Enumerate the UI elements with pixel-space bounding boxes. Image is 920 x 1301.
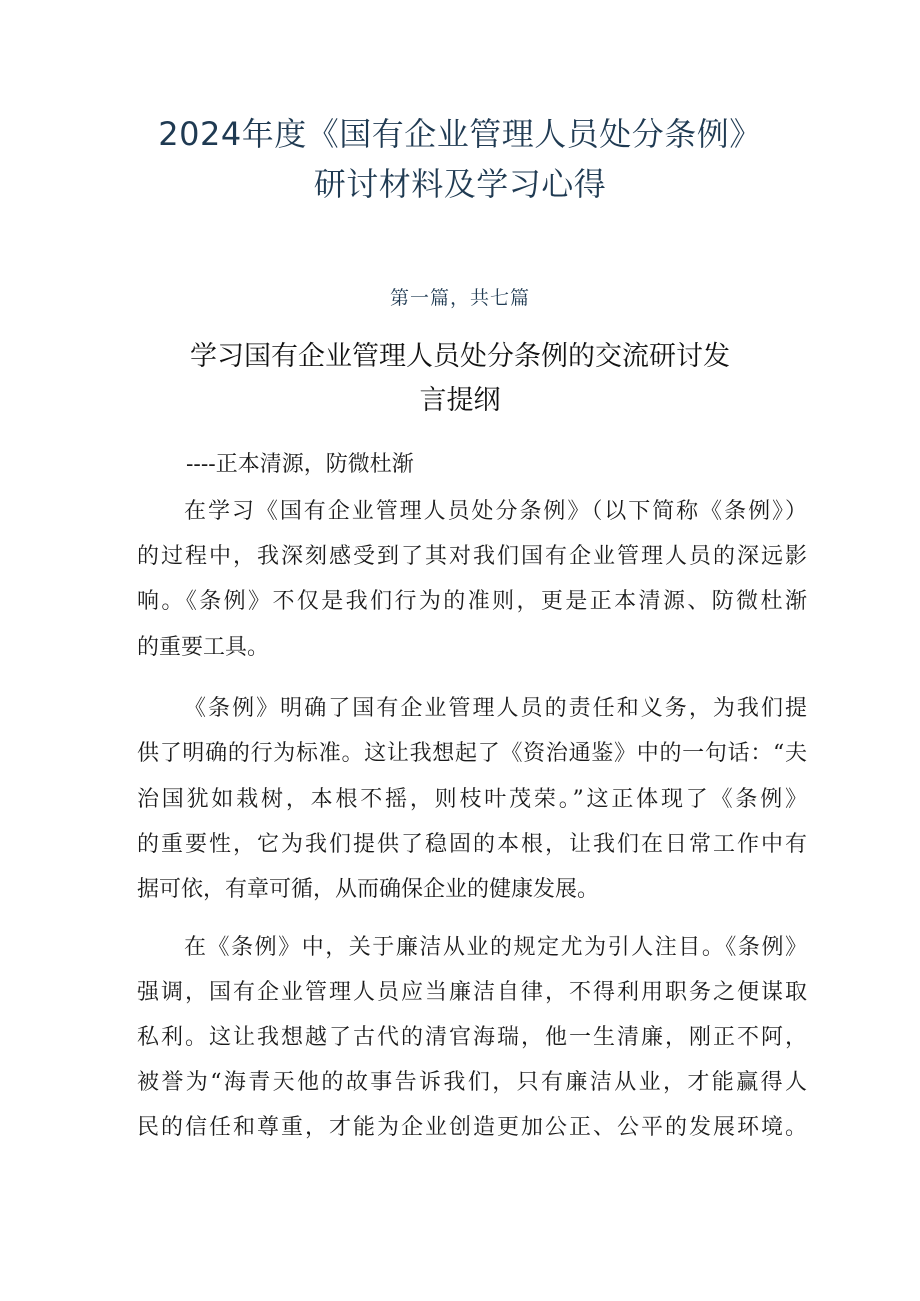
paragraph-3-line-4: 被誉为“海青天他的故事告诉我们，只有廉洁从业，才能赢得人 (137, 1070, 807, 1095)
tagline: ----正本清源，防微杜渐 (186, 452, 414, 477)
paragraph-2-line-5: 据可依，有章可循，从而确保企业的健康发展。 (137, 877, 600, 902)
paragraph-3-line-5: 民的信任和尊重，才能为企业创造更加公正、公平的发展环境。 (137, 1115, 807, 1140)
document-title-line-1: 2024年度《国有企业管理人员处分条例》 (158, 115, 762, 153)
section-title-line-2: 言提纲 (419, 385, 501, 416)
paragraph-3-line-2: 强调，国有企业管理人员应当廉洁自律，不得利用职务之便谋取 (137, 980, 807, 1005)
part-indicator: 第一篇，共七篇 (389, 287, 530, 309)
paragraph-3-line-1: 在《条例》中，关于廉洁从业的规定尤为引人注目。《条例》 (184, 935, 807, 960)
paragraph-1-line-2: 的过程中，我深刻感受到了其对我们国有企业管理人员的深远影 (137, 544, 807, 569)
paragraph-2-line-2: 供了明确的行为标准。这让我想起了《资治通鉴》中的一句话：“夫 (137, 741, 807, 766)
paragraph-3-line-3: 私利。这让我想越了古代的清官海瑞，他一生清廉，刚正不阿， (137, 1025, 807, 1050)
paragraph-2-line-1: 《条例》明确了国有企业管理人员的责任和义务，为我们提 (184, 696, 807, 721)
document-title-line-2: 研讨材料及学习心得 (313, 165, 607, 203)
paragraph-1-line-3: 响。《条例》不仅是我们行为的准则，更是正本清源、防微杜渐 (137, 589, 807, 614)
paragraph-2-line-3: 治国犹如栽树，本根不摇，则枝叶茂荣。”这正体现了《条例》 (137, 787, 807, 812)
paragraph-1-line-4: 的重要工具。 (137, 635, 270, 660)
paragraph-2-line-4: 的重要性，它为我们提供了稳固的本根，让我们在日常工作中有 (137, 832, 807, 857)
section-title-line-1: 学习国有企业管理人员处分条例的交流研讨发 (190, 341, 730, 372)
paragraph-1-line-1: 在学习《国有企业管理人员处分条例》（以下简称《条例》） (184, 499, 807, 524)
